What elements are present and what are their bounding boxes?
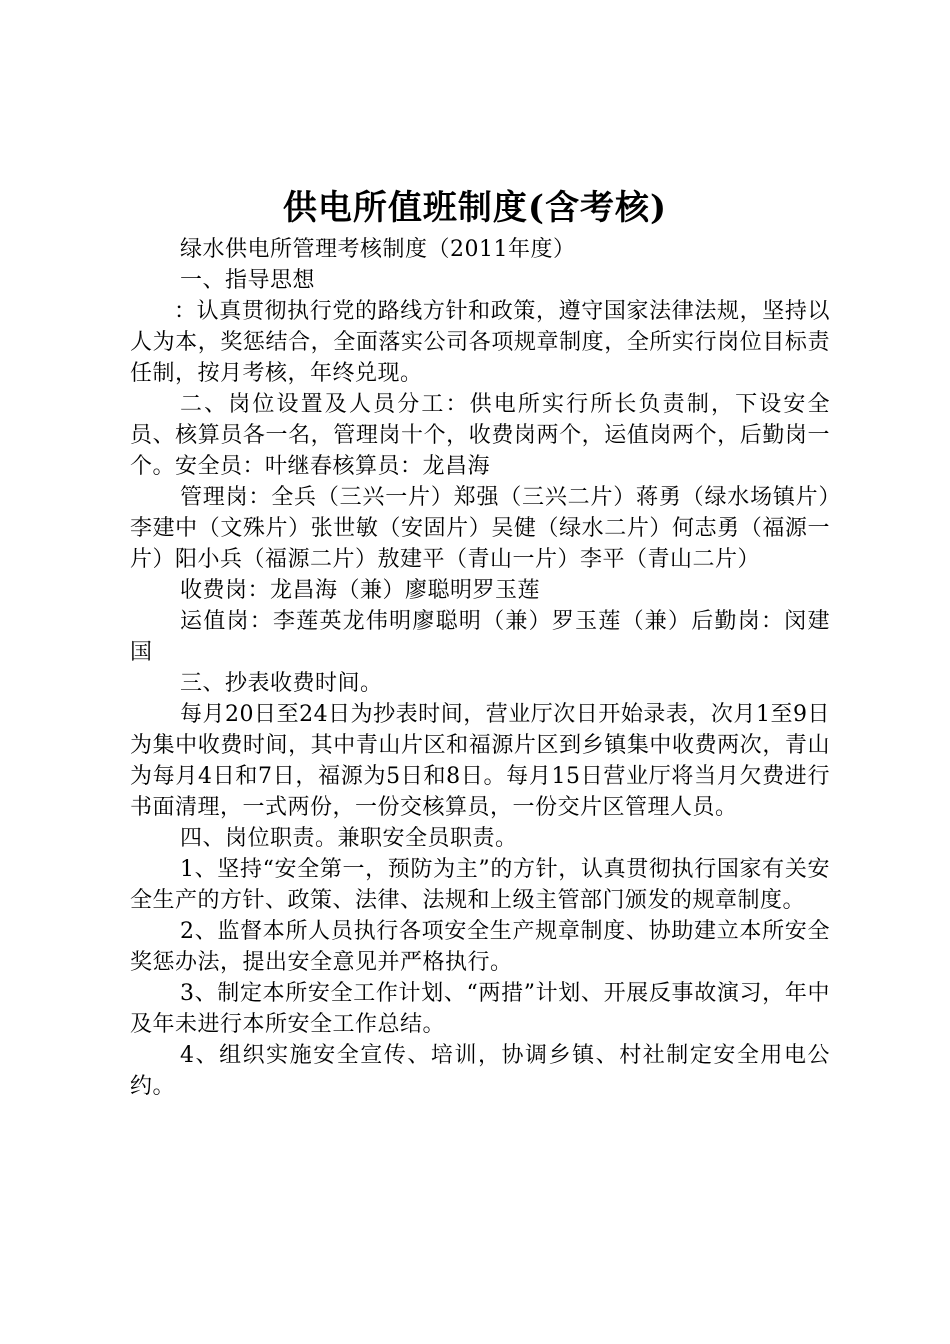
paragraph-guiding-principle: ：认真贯彻执行党的路线方针和政策，遵守国家法律法规，坚持以人为本，奖惩结合，全面落实公司各项规章制度，全所实行岗位目标责任制，按月考核，年终兑现。 [130,299,830,386]
paragraph-section-3-heading: 三、抄表收费时间。 [180,671,383,696]
paragraph-duty-2: 2、监督本所人员执行各项安全生产规章制度、协助建立本所安全奖惩办法，提出安全意见并严格执行。 [130,919,830,975]
paragraph-charging-posts: 收费岗：龙昌海（兼）廖聪明罗玉莲 [180,578,541,603]
paragraph-duty-4: 4、组织实施安全宣传、培训，协调乡镇、村社制定安全用电公约。 [130,1043,830,1099]
document-title: 供电所值班制度(含考核) [282,188,668,228]
paragraph-section-4-heading: 四、岗位职责。兼职安全员职责。 [180,826,518,851]
paragraph-duty-1: 1、坚持“安全第一，预防为主”的方针，认真贯彻执行国家有关安全生产的方针、政策、法律、法规和上级主管部门颁发的规章制度。 [130,857,830,913]
paragraph-meter-reading-schedule: 每月20日至24日为抄表时间，营业厅次日开始录表，次月1至9日为集中收费时间，其中青山片区和福源片区到乡镇集中收费两次，青山为每月4日和7日，福源为5日和8日。每月15日营业厅将当月欠费进行书面清理，一式两份，一份交核算员，一份交片区管理人员。 [130,702,830,820]
paragraph-management-posts: 管理岗：全兵（三兴一片）郑强（三兴二片）蒋勇（绿水场镇片）李建中（文殊片）张世敏（安固片）吴健（绿水二片）何志勇（福源一片）阳小兵（福源二片）敖建平（青山一片）李平（青山二片） [130,485,830,572]
paragraph-operation-posts: 运值岗：李莲英龙伟明廖聪明（兼）罗玉莲（兼）后勤岗：闵建国 [130,609,830,665]
paragraph-subtitle: 绿水供电所管理考核制度（2011年度） [180,237,576,262]
paragraph-section-1-heading: 一、指导思想 [180,268,316,293]
document-body [130,234,830,1102]
paragraph-section-2: 二、岗位设置及人员分工：供电所实行所长负责制，下设安全员、核算员各一名，管理岗十个，收费岗两个，运值岗两个，后勤岗一个。安全员：叶继春核算员：龙昌海 [130,392,830,479]
paragraph-duty-3: 3、制定本所安全工作计划、“两措”计划、开展反事故演习，年中及年未进行本所安全工作总结。 [130,981,830,1037]
